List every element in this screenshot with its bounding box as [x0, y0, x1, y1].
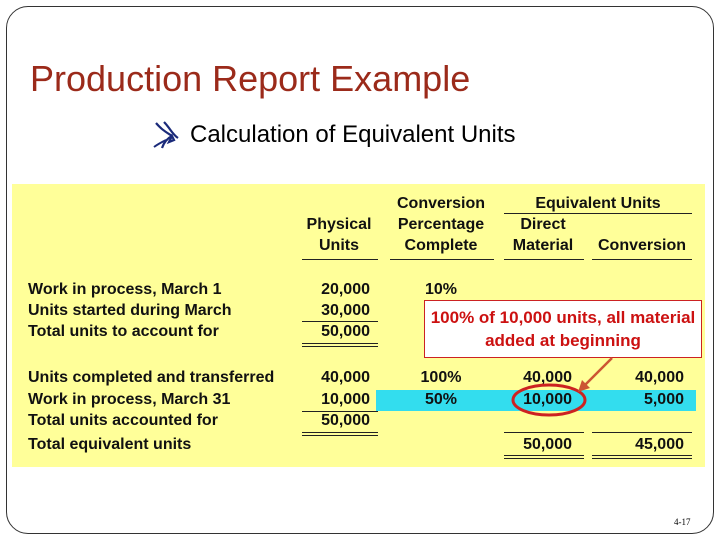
- row-label: Units completed and transferred: [28, 369, 275, 386]
- cell-direct-material: 10,000: [523, 391, 572, 408]
- cell-conversion: 45,000: [635, 436, 684, 453]
- double-rule-total: [504, 455, 584, 459]
- cell-pct: 10%: [424, 281, 458, 298]
- callout-note: 100% of 10,000 units, all material added at beginning: [424, 300, 702, 358]
- cell-physical: 40,000: [321, 369, 370, 386]
- row-label: Total equivalent units: [28, 436, 192, 453]
- double-rule-total: [302, 432, 378, 436]
- cell-conversion: 40,000: [635, 369, 684, 386]
- rule-subtotal: [592, 432, 692, 433]
- header-conversion-pct-3: Complete: [404, 237, 478, 254]
- double-rule-total: [302, 343, 378, 347]
- bullet-icon: [152, 120, 188, 150]
- header-equivalent-units: Equivalent Units: [535, 195, 661, 212]
- rule-header-conv: [592, 259, 692, 260]
- cell-physical: 20,000: [321, 281, 370, 298]
- rule-equivalent-units: [504, 213, 692, 214]
- rule-subtotal: [504, 432, 584, 433]
- cell-pct: 50%: [424, 391, 458, 408]
- cell-conversion: 5,000: [643, 391, 684, 408]
- cell-direct-material: 40,000: [523, 369, 572, 386]
- double-rule-total: [592, 455, 692, 459]
- cell-pct: 100%: [420, 369, 462, 386]
- row-label: Total units to account for: [28, 323, 219, 340]
- cell-physical: 50,000: [321, 412, 370, 429]
- row-label: Units started during March: [28, 302, 232, 319]
- header-conversion-pct-1: Conversion: [396, 195, 485, 212]
- bullet-point: [152, 120, 516, 150]
- slide-title: Production Report Example: [30, 58, 471, 99]
- cell-direct-material: 50,000: [523, 436, 572, 453]
- bullet-text: Calculation of Equivalent Units: [190, 121, 516, 148]
- rule-header-physical: [302, 259, 378, 260]
- cell-physical: 50,000: [321, 323, 370, 340]
- header-physical-1: Physical: [306, 216, 372, 233]
- header-conversion: Conversion: [597, 237, 686, 254]
- header-direct-material-2: Material: [512, 237, 574, 254]
- row-label: Work in process, March 1: [28, 281, 222, 298]
- rule-header-pct: [390, 259, 494, 260]
- header-direct-material-1: Direct: [520, 216, 566, 233]
- header-physical-2: Units: [319, 237, 359, 254]
- row-label: Total units accounted for: [28, 412, 218, 429]
- header-conversion-pct-2: Percentage: [397, 216, 485, 233]
- cell-physical: 30,000: [321, 302, 370, 319]
- cell-physical: 10,000: [321, 391, 370, 408]
- row-label: Work in process, March 31: [28, 391, 231, 408]
- page-number: 4-17: [674, 517, 691, 527]
- rule-header-dm: [504, 259, 584, 260]
